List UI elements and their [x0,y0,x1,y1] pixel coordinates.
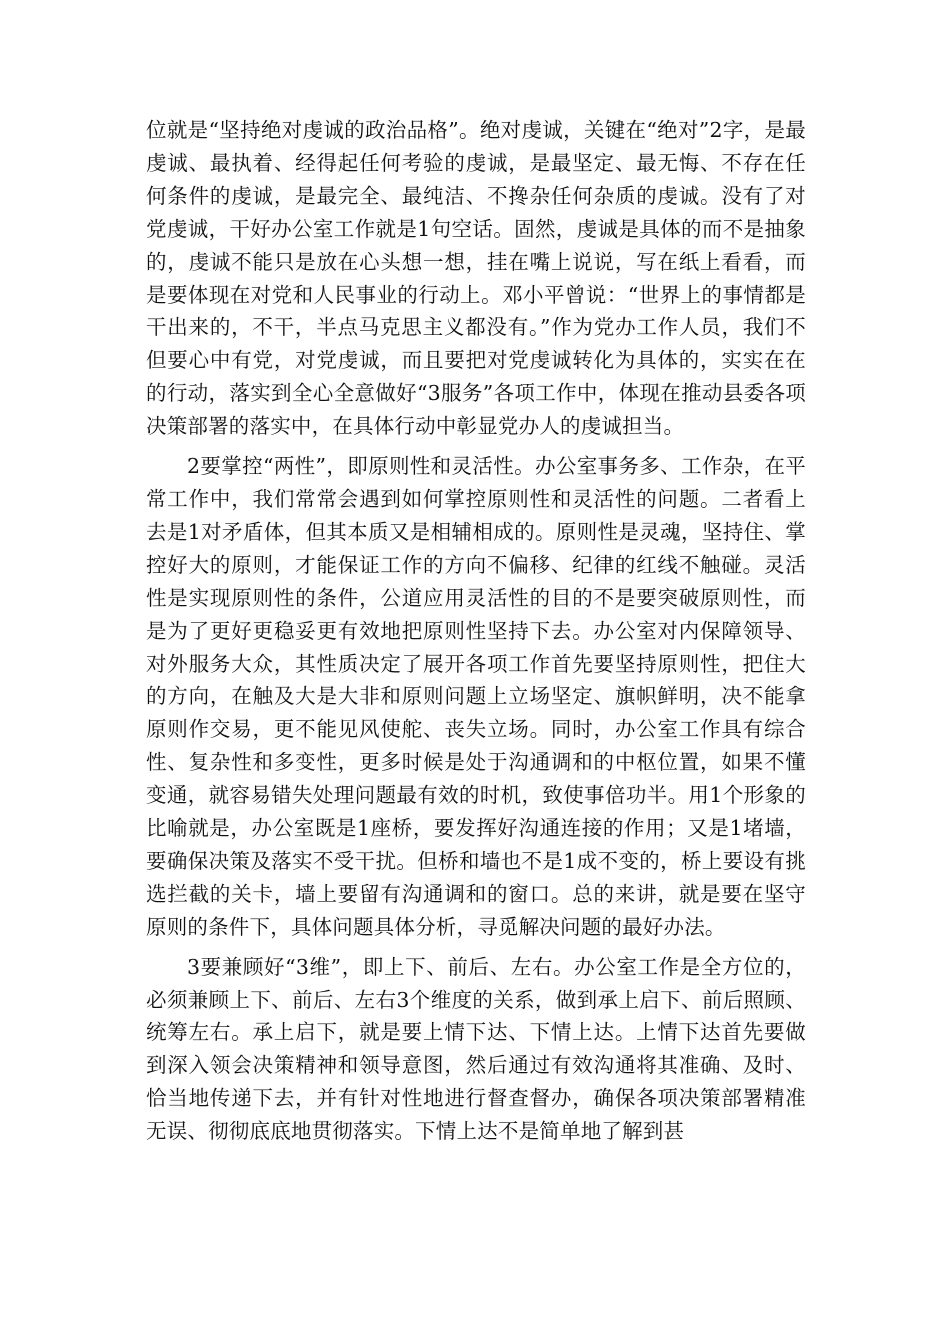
paragraph-continuation: 位就是“坚持绝对虔诚的政治品格”。绝对虔诚，关键在“绝对”2字，是最虔诚、最执着、经得起任何考验的虔诚，是最坚定、最无悔、不存在任何条件的虔诚，是最完全、最纯洁、不搀杂任何杂质的虔诚。没有了对党虔诚，干好办公室工作就是1句空话。固然，虔诚是具体的而不是抽象的，虔诚不能只是放在心头想一想，挂在嘴上说说，写在纸上看看，而是要体现在对党和人民事业的行动上。邓小平曾说：“世界上的事情都是干出来的，不干，半点马克思主义都没有。”作为党办工作人员，我们不但要心中有党，对党虔诚，而且要把对党虔诚转化为具体的，实实在在的行动，落实到全心全意做好“3服务”各项工作中，体现在推动县委各项决策部署的落实中，在具体行动中彰显党办人的虔诚担当。 [146,118,806,439]
paragraph-three-dimensions: 3要兼顾好“3维”，即上下、前后、左右。办公室工作是全方位的，必须兼顾上下、前后、左右3个维度的关系，做到承上启下、前后照顾、统筹左右。承上启下，就是要上情下达、下情上达。上情下达首先要做到深入领会决策精神和领导意图，然后通过有效沟通将其准确、及时、恰当地传递下去，并有针对性地进行督查督办，确保各项决策部署精准无误、彻彻底底地贯彻落实。下情上达不是简单地了解到甚 [146,954,806,1144]
document-page [146,114,806,1155]
paragraph-principle-flexibility: 2要掌控“两性”，即原则性和灵活性。办公室事务多、工作杂，在平常工作中，我们常常会遇到如何掌控原则性和灵活性的问题。二者看上去是1对矛盾体，但其本质又是相辅相成的。原则性是灵魂，坚持住、掌控好大的原则，才能保证工作的方向不偏移、纪律的红线不触碰。灵活性是实现原则性的条件，公道应用灵活性的目的不是要突破原则性，而是为了更好更稳妥更有效地把原则性坚持下去。办公室对内保障领导、对外服务大众，其性质决定了展开各项工作首先要坚持原则性，把住大的方向，在触及大是大非和原则问题上立场坚定、旗帜鲜明，决不能拿原则作交易，更不能见风使舵、丧失立场。同时，办公室工作具有综合性、复杂性和多变性，更多时候是处于沟通调和的中枢位置，如果不懂变通，就容易错失处理问题最有效的时机，致使事倍功半。用1个形象的比喻就是，办公室既是1座桥，要发挥好沟通连接的作用；又是1堵墙，要确保决策及落实不受干扰。但桥和墙也不是1成不变的，桥上要设有挑选拦截的关卡，墙上要留有沟通调和的窗口。总的来讲，就是要在坚守原则的条件下，具体问题具体分析，寻觅解决问题的最好办法。 [146,454,806,939]
